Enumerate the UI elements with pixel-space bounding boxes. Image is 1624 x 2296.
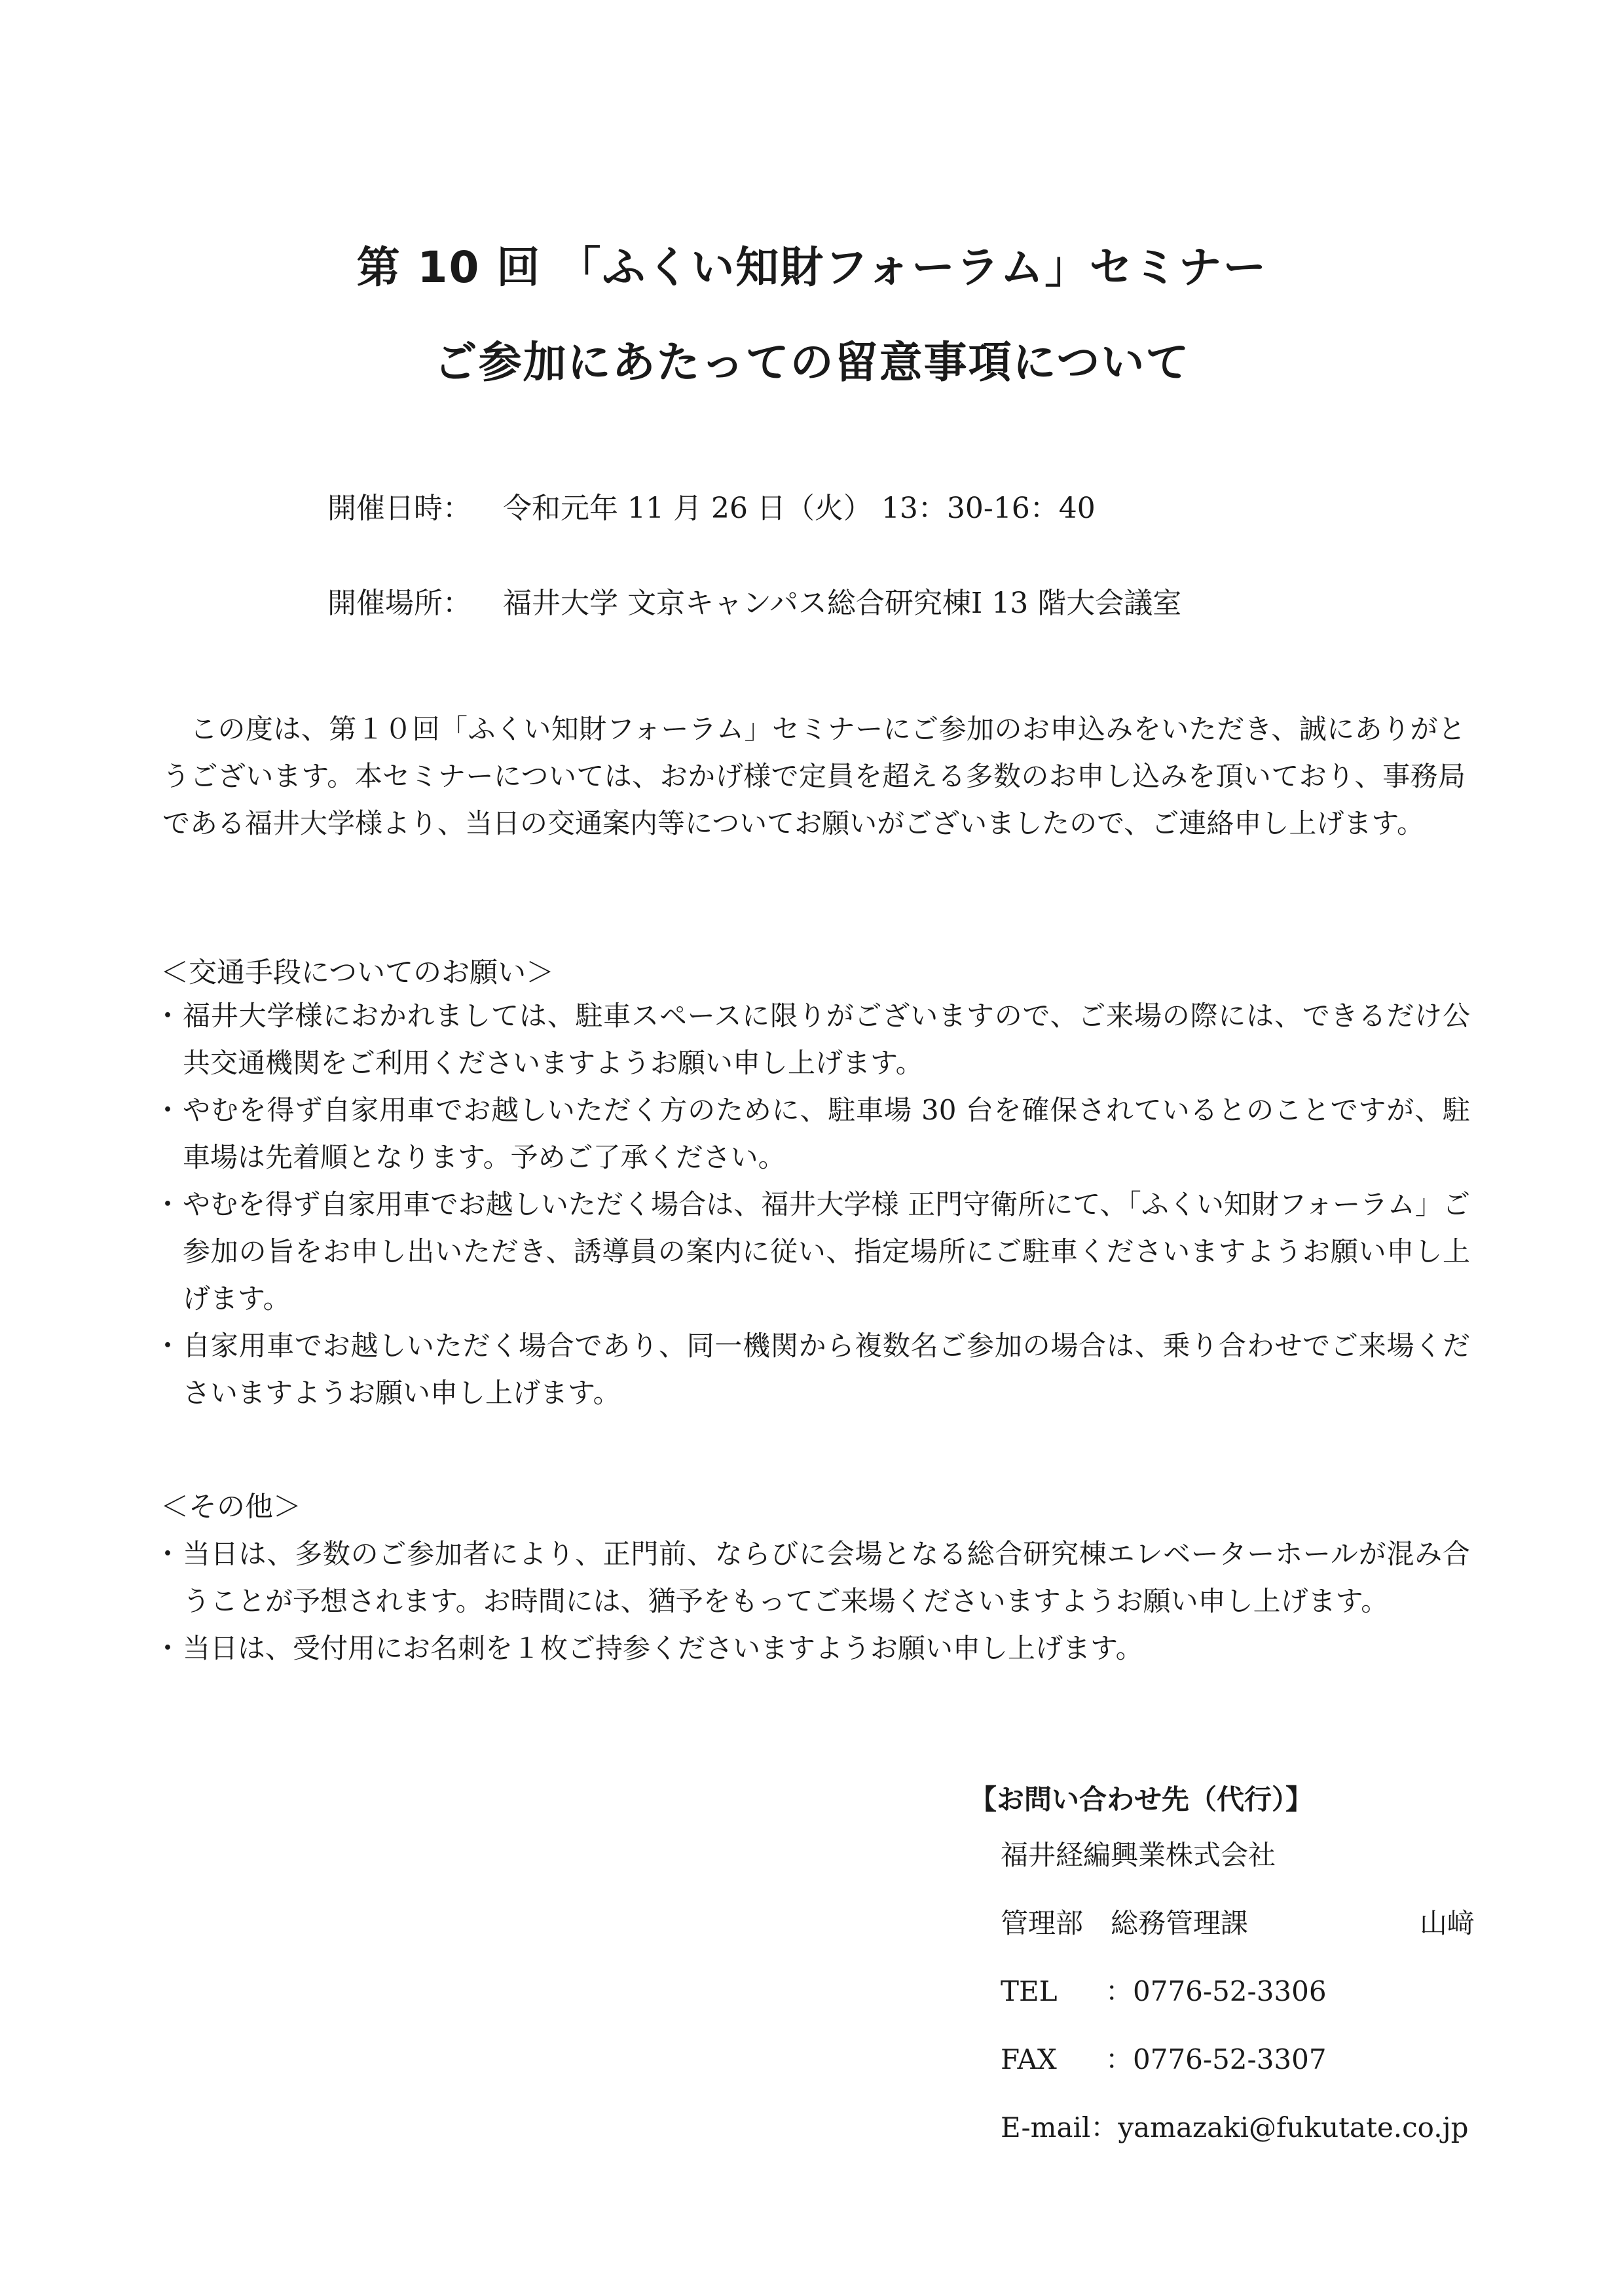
list-item: ・ 福井大学様におかれましては、駐車スペースに限りがございますので、ご来場の際には、できるだけ公共交通機関をご利用くださいますようお願い申し上げます。 xyxy=(160,993,1470,1087)
contact-tel-label: TEL xyxy=(1001,1975,1058,2007)
event-place-value: 福井大学 文京キャンパス総合研究棟Ⅰ 13 階大会議室 xyxy=(503,587,1182,620)
other-list xyxy=(160,1531,1470,1672)
contact-fax-row xyxy=(969,2026,1475,2094)
transport-list xyxy=(160,993,1470,1417)
list-item: ・ やむを得ず自家用車でお越しいただく方のために、駐車場 30 台を確保されているとのことですが、駐車場は先着順となります。予めご了承ください。 xyxy=(160,1087,1470,1181)
other-heading: ＜その他＞ xyxy=(160,1491,301,1523)
document-subtitle: ご参加にあたっての留意事項について xyxy=(434,337,1190,388)
list-item: ・ 自家用車でお越しいただく場合であり、同一機関から複数名ご参加の場合は、乗り合わせでご来場くださいますようお願い申し上げます。 xyxy=(160,1322,1470,1417)
intro-paragraph: この度は、第１０回「ふくい知財フォーラム」セミナーにご参加のお申込みをいただき、誠にありがとうございます。本セミナーについては、おかげ様で定員を超える多数のお申し込みを頂いており、事務局である福井大学様より、当日の交通案内等についてお願いがございましたので、ご連絡申し上げます。 xyxy=(162,713,1466,839)
event-place-row xyxy=(327,579,1181,621)
list-item: ・ 当日は、受付用にお名刺を１枚ご持参くださいますようお願い申し上げます。 xyxy=(160,1625,1470,1672)
contact-tel: ：0776-52-3306 xyxy=(1105,1975,1327,2007)
contact-heading: 【お問い合わせ先（代行）】 xyxy=(969,1783,1314,1815)
contact-block xyxy=(969,1778,1475,2162)
document-title: 第 10 回 「ふくい知財フォーラム」セミナー xyxy=(356,242,1268,293)
contact-tel-row xyxy=(969,1958,1475,2026)
contact-fax: ：0776-52-3307 xyxy=(1105,2043,1327,2075)
contact-department-row xyxy=(969,1889,1475,1958)
contact-fax-label: FAX xyxy=(1001,2043,1057,2075)
contact-email[interactable]: ：yamazaki@fukutate.co.jp xyxy=(1090,2111,1469,2143)
list-item: ・ やむを得ず自家用車でお越しいただく場合は、福井大学様 正門守衛所にて、「ふくい知財フォーラム」ご参加の旨をお申し出いただき、誘導員の案内に従い、指定場所にご駐車くださいますようお願い申し上げます。 xyxy=(160,1181,1470,1322)
list-item: ・ 当日は、多数のご参加者により、正門前、ならびに会場となる総合研究棟エレベーターホールが混み合うことが予想されます。お時間には、猶予をもってご来場くださいますようお願い申し上げます。 xyxy=(160,1531,1470,1625)
event-date-row xyxy=(327,484,1096,526)
contact-company: 福井経編興業株式会社 xyxy=(1001,1839,1276,1871)
transport-heading: ＜交通手段についてのお願い＞ xyxy=(160,957,555,989)
contact-email-row xyxy=(969,2094,1475,2162)
event-place-label: 開催場所： xyxy=(327,587,471,620)
contact-person: 山﨑 xyxy=(1420,1907,1475,1939)
event-date-label: 開催日時： xyxy=(327,492,471,525)
event-date-value: 令和元年 11 月 26 日（火） 13：30-16：40 xyxy=(503,492,1096,525)
contact-department: 管理部 総務管理課 xyxy=(1001,1907,1249,1939)
contact-email-label: E-mail xyxy=(1001,2111,1091,2143)
